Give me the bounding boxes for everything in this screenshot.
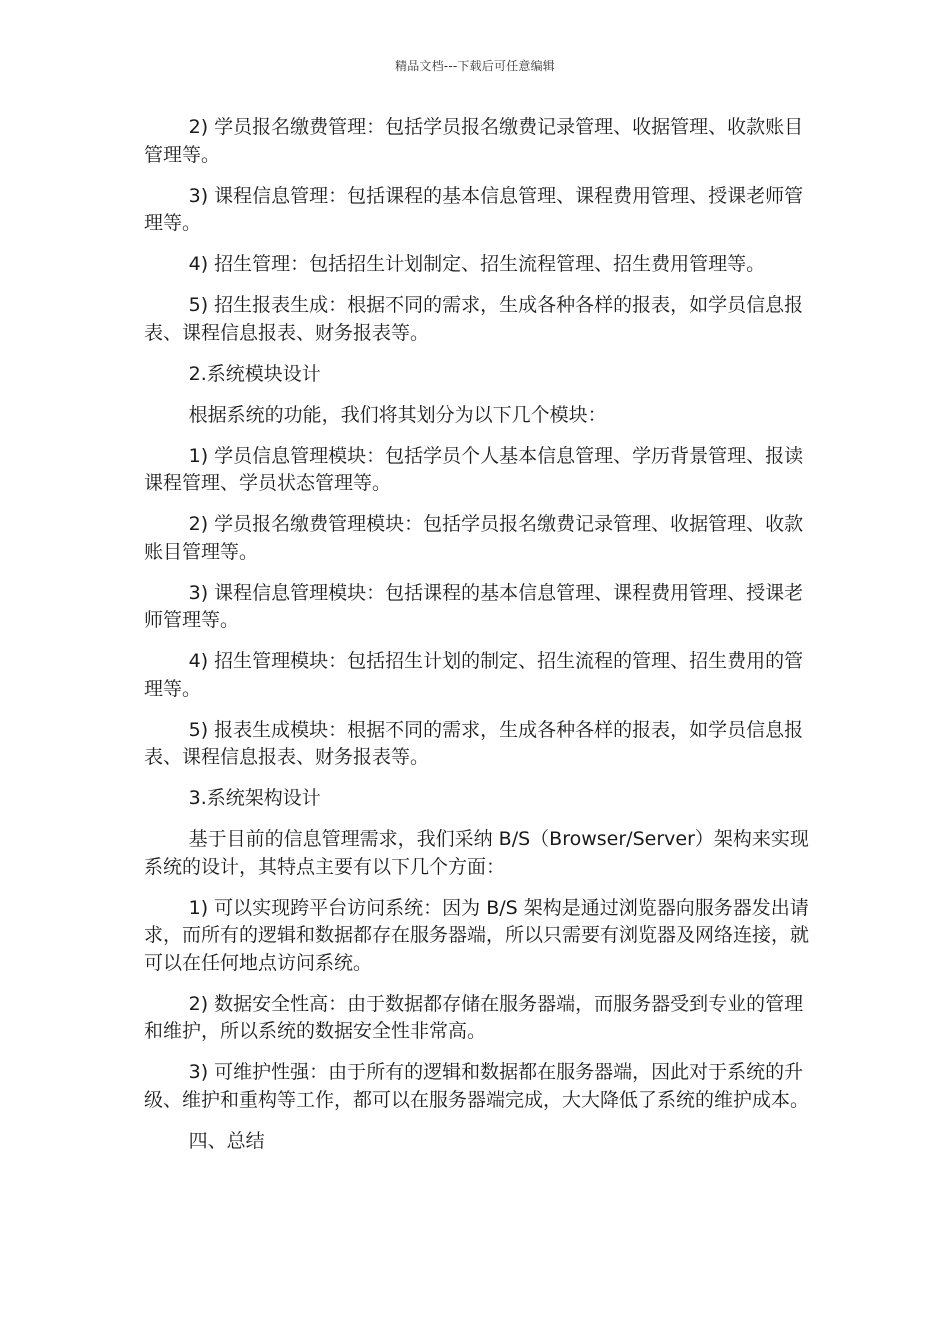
- paragraph-module-intro: 根据系统的功能，我们将其划分为以下几个模块：: [188, 403, 607, 426]
- section-heading-architecture-design: 3.系统架构设计: [188, 787, 321, 809]
- paragraph-course-info-module: 3) 课程信息管理模块：包括课程的基本信息管理、课程费用管理、授课老师管理等。: [144, 581, 804, 631]
- document-body: [144, 114, 810, 1169]
- paragraph-admission-module: 4) 招生管理模块：包括招生计划的制定、招生流程的管理、招生费用的管理等。: [144, 650, 804, 700]
- paragraph-course-info-management: 3) 课程信息管理：包括课程的基本信息管理、课程费用管理、授课老师管理等。: [144, 184, 804, 234]
- paragraph-student-info-module: 1) 学员信息管理模块：包括学员个人基本信息管理、学历背景管理、报读课程管理、学员状态管理等。: [144, 444, 804, 494]
- section-heading-summary: 四、总结: [188, 1129, 265, 1152]
- paragraph-admission-management: 4) 招生管理：包括招生计划制定、招生流程管理、招生费用管理等。: [188, 253, 766, 275]
- paragraph-enrollment-fee-management: 2) 学员报名缴费管理：包括学员报名缴费记录管理、收据管理、收款账目管理等。: [144, 116, 804, 166]
- paragraph-enrollment-fee-module: 2) 学员报名缴费管理模块：包括学员报名缴费记录管理、收据管理、收款账目管理等。: [144, 513, 804, 563]
- paragraph-architecture-intro: 基于目前的信息管理需求，我们采纳 B/S（Browser/Server）架构来实现系统的设计，其特点主要有以下几个方面：: [144, 828, 809, 878]
- page-header: 精品文档---下载后可任意编辑: [395, 59, 555, 73]
- paragraph-admission-report-generation: 5) 招生报表生成：根据不同的需求，生成各种各样的报表，如学员信息报表、课程信息报表、财务报表等。: [144, 294, 804, 344]
- paragraph-data-security: 2) 数据安全性高：由于数据都存储在服务器端，而服务器受到专业的管理和维护，所以系统的数据安全性非常高。: [144, 992, 804, 1042]
- paragraph-report-module: 5) 报表生成模块：根据不同的需求，生成各种各样的报表，如学员信息报表、课程信息报表、财务报表等。: [144, 718, 804, 768]
- paragraph-maintainability: 3) 可维护性强：由于所有的逻辑和数据都在服务器端，因此对于系统的升级、维护和重构等工作，都可以在服务器端完成，大大降低了系统的维护成本。: [144, 1061, 810, 1111]
- paragraph-cross-platform: 1) 可以实现跨平台访问系统：因为 B/S 架构是通过浏览器向服务器发出请求，而所有的逻辑和数据都存在服务器端，所以只需要有浏览器及网络连接，就可以在任何地点访问系统。: [144, 896, 810, 974]
- section-heading-module-design: 2.系统模块设计: [188, 362, 321, 385]
